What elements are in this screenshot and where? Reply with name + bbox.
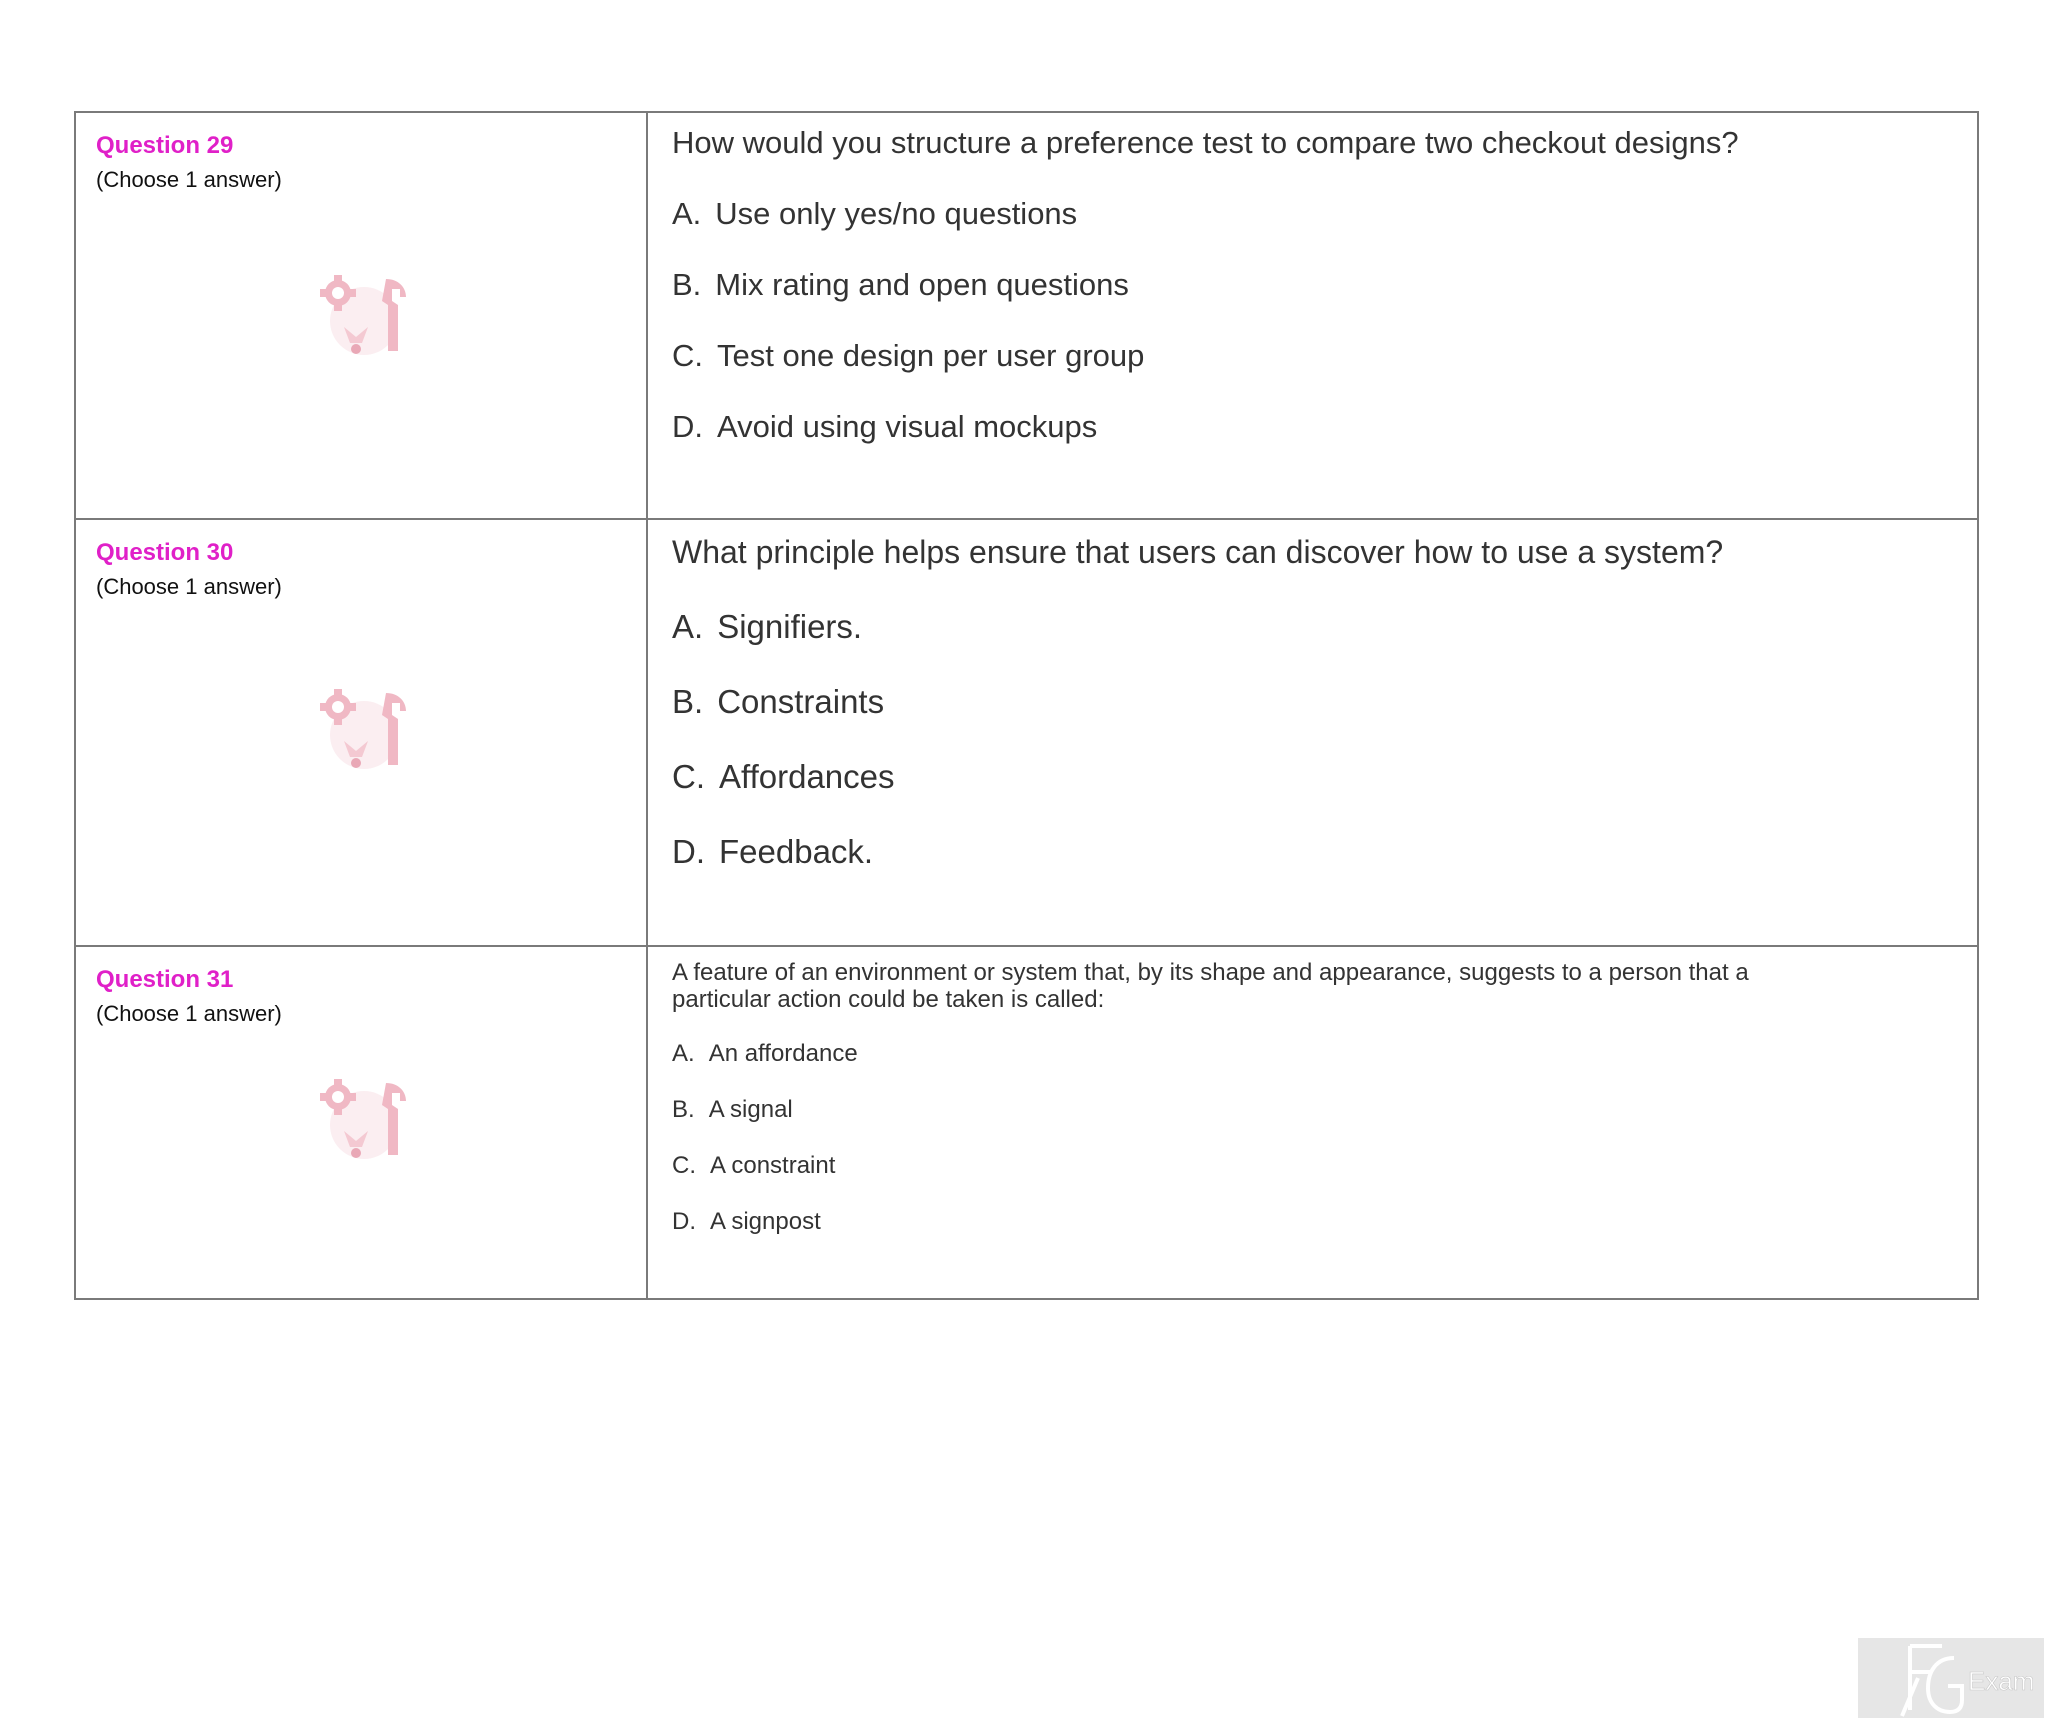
question-content-cell (647, 519, 1978, 946)
question-instruction: (Choose 1 answer) (96, 167, 282, 192)
option-letter: B. (672, 1096, 695, 1123)
question-row-30 (75, 519, 1978, 946)
option-letter: D. (672, 1208, 696, 1235)
option-text: Use only yes/no questions (715, 196, 1078, 231)
exam-logo-icon (1858, 1638, 2044, 1718)
option-letter: A. (672, 196, 702, 231)
answer-option[interactable] (672, 1151, 1797, 1181)
option-text: A signpost (710, 1208, 821, 1235)
gear-wrench-watermark-icon (316, 271, 416, 367)
option-text: An affordance (708, 1040, 858, 1067)
question-row-31 (75, 946, 1978, 1299)
option-text: Signifiers. (717, 608, 863, 645)
option-letter: A. (672, 1040, 695, 1067)
question-text: How would you structure a preference test to compare two checkout designs? (672, 125, 1739, 160)
question-number: Question 31 (96, 966, 234, 993)
option-letter: C. (672, 1152, 696, 1179)
option-letter: B. (672, 267, 702, 302)
answer-option[interactable] (672, 407, 1953, 447)
option-text: Avoid using visual mockups (717, 409, 1098, 444)
question-number: Question 29 (96, 132, 234, 159)
question-content-cell (647, 946, 1978, 1299)
option-letter: B. (672, 683, 704, 720)
question-text: What principle helps ensure that users can discover how to use a system? (672, 534, 1724, 570)
option-letter: C. (672, 338, 703, 373)
answer-option[interactable] (672, 757, 1953, 797)
answer-option[interactable] (672, 265, 1953, 305)
question-content-cell (647, 112, 1978, 519)
option-letter: C. (672, 758, 705, 795)
answer-option[interactable] (672, 682, 1953, 722)
option-text: Feedback. (719, 833, 874, 870)
question-meta-cell (75, 946, 647, 1299)
answer-option[interactable] (672, 194, 1953, 234)
answer-option[interactable] (672, 336, 1953, 376)
question-row-29 (75, 112, 1978, 519)
question-text: A feature of an environment or system that, by its shape and appearance, suggests to a person that a particular action could be taken is called: (672, 959, 1749, 1013)
option-letter: D. (672, 409, 703, 444)
option-text: A constraint (710, 1152, 836, 1179)
question-table (74, 111, 1979, 1300)
option-letter: D. (672, 833, 705, 870)
question-meta-cell (75, 112, 647, 519)
question-instruction: (Choose 1 answer) (96, 574, 282, 599)
answer-option[interactable] (672, 1039, 1797, 1069)
question-instruction: (Choose 1 answer) (96, 1001, 282, 1026)
brand-logo (1858, 1638, 2044, 1718)
option-text: Test one design per user group (717, 338, 1145, 373)
option-letter: A. (672, 608, 704, 645)
option-text: Affordances (719, 758, 895, 795)
option-text: A signal (708, 1096, 793, 1123)
option-text: Constraints (717, 683, 885, 720)
question-number: Question 30 (96, 539, 234, 566)
gear-wrench-watermark-icon (316, 1075, 416, 1171)
question-meta-cell (75, 519, 647, 946)
option-text: Mix rating and open questions (715, 267, 1129, 302)
answer-option[interactable] (672, 1095, 1797, 1125)
gear-wrench-watermark-icon (316, 685, 416, 781)
logo-text: Exam (1968, 1666, 2035, 1696)
answer-option[interactable] (672, 607, 1953, 647)
answer-option[interactable] (672, 1207, 1797, 1237)
answer-option[interactable] (672, 832, 1953, 872)
